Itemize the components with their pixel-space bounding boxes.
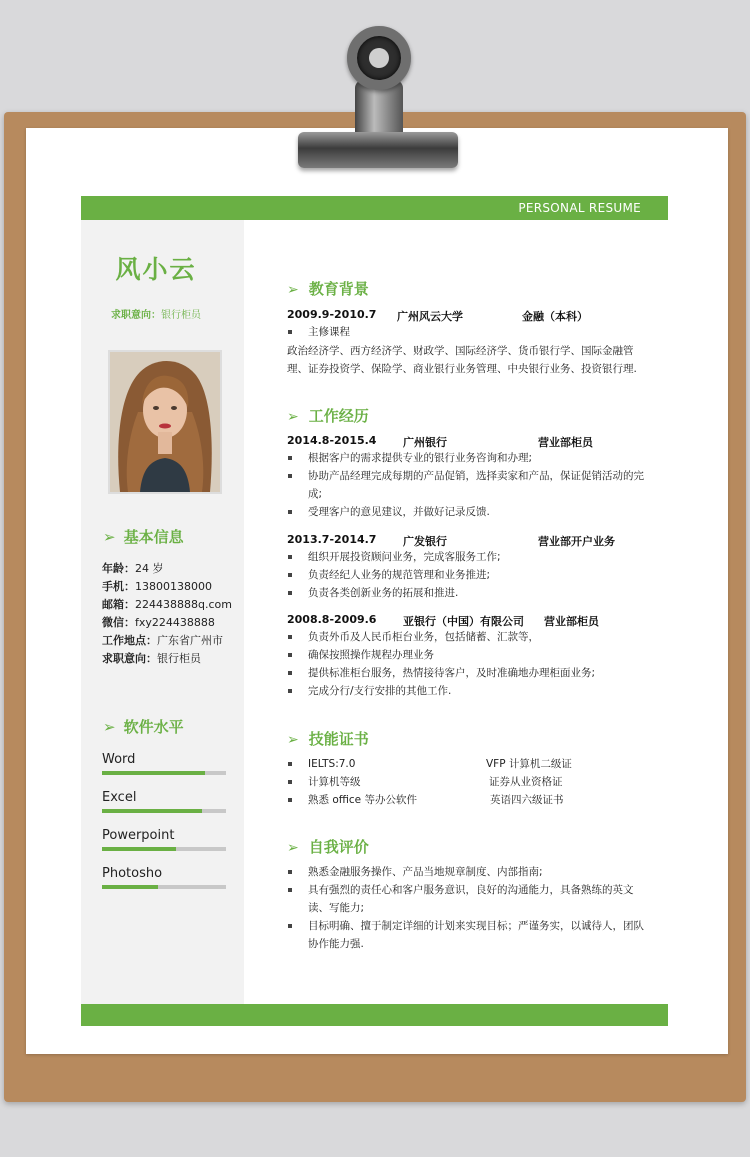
chevron-right-icon: ➢: [287, 840, 299, 856]
info-row: 年龄：24 岁: [102, 562, 164, 575]
skill-level-bar: [102, 847, 176, 851]
work-heading: ➢ 工作经历: [287, 407, 369, 425]
header-bar: [81, 196, 668, 220]
info-row: 手机：13800138000: [102, 580, 212, 593]
chevron-right-icon: ➢: [287, 732, 299, 748]
list-item: 具有强烈的责任心和客户服务意识，良好的沟通能力，具备熟练的英文读、写能力;: [287, 882, 647, 917]
chevron-right-icon: ➢: [103, 718, 116, 736]
info-row: 邮箱：224438888q.com: [102, 598, 232, 611]
list-item: 组织开展投资顾问业务，完成客服务工作;: [287, 549, 647, 567]
skill-level-bar: [102, 771, 205, 775]
list-item: 负责外币及人民币柜台业务，包括储蓄、汇款等，: [287, 629, 647, 647]
list-item: 确保按照操作规程办理业务: [287, 647, 647, 665]
education-heading: ➢ 教育背景: [287, 280, 369, 298]
info-row: 工作地点：广东省广州市: [102, 634, 223, 647]
clip-base: [298, 132, 458, 168]
list-item: 受理客户的意见建议，并做好记录反馈.: [287, 504, 647, 522]
basic-info-list: [102, 560, 232, 668]
list-item: 协助产品经理完成每期的产品促销，选择卖家和产品，保证促销活动的完成;: [287, 468, 647, 503]
candidate-name: 风小云: [115, 255, 197, 284]
skill-word: Word: [102, 752, 226, 775]
job-intent-value: 银行柜员: [161, 310, 201, 321]
binder-clip-icon: [347, 26, 411, 90]
basic-info-heading: ➢ 基本信息: [103, 528, 184, 546]
sidebar: [81, 220, 244, 1004]
courses-text: 政治经济学、西方经济学、财政学、国际经济学、货币银行学、国际金融管理、证券投资学、保险学、商业银行业务管理、中央银行业务、投资银行理.: [287, 345, 637, 375]
list-item: 负责经纪人业务的规范管理和业务推进;: [287, 567, 647, 585]
job-intent: [81, 306, 231, 321]
header-label: PERSONAL RESUME: [518, 201, 641, 215]
list-item: 主修课程: [287, 324, 647, 342]
avatar: [108, 350, 222, 494]
list-item: 目标明确、擅于制定详细的计划来实现目标；严谨务实，以诚待人，团队协作能力强.: [287, 918, 647, 953]
job-intent-label: 求职意向：: [111, 310, 161, 321]
footer-bar: [81, 1004, 668, 1026]
self-eval-heading: ➢ 自我评价: [287, 838, 369, 856]
chevron-right-icon: ➢: [287, 409, 299, 425]
chevron-right-icon: ➢: [103, 528, 116, 546]
skill-excel: Excel: [102, 790, 226, 813]
skill-powerpoint: Powerpoint: [102, 828, 226, 851]
info-row: 微信：fxy224438888: [102, 616, 215, 629]
list-item: 根据客户的需求提供专业的银行业务咨询和办理;: [287, 450, 647, 468]
list-item: 负责各类创新业务的拓展和推进.: [287, 585, 647, 603]
info-row: 求职意向：银行柜员: [102, 652, 201, 665]
chevron-right-icon: ➢: [287, 282, 299, 298]
skill-photoshop: Photosho: [102, 866, 226, 889]
skill-level-bar: [102, 809, 202, 813]
software-heading: ➢ 软件水平: [103, 718, 184, 736]
portrait-photo-icon: [110, 352, 220, 492]
skill-level-bar: [102, 885, 158, 889]
certs-heading: ➢ 技能证书: [287, 730, 369, 748]
list-item: 提供标准柜台服务，热情接待客户，及时准确地办理柜面业务;: [287, 665, 647, 683]
list-item: 完成分行/支行安排的其他工作.: [287, 683, 647, 701]
list-item: 熟悉金融服务操作、产品当地规章制度、内部指南;: [287, 864, 647, 882]
